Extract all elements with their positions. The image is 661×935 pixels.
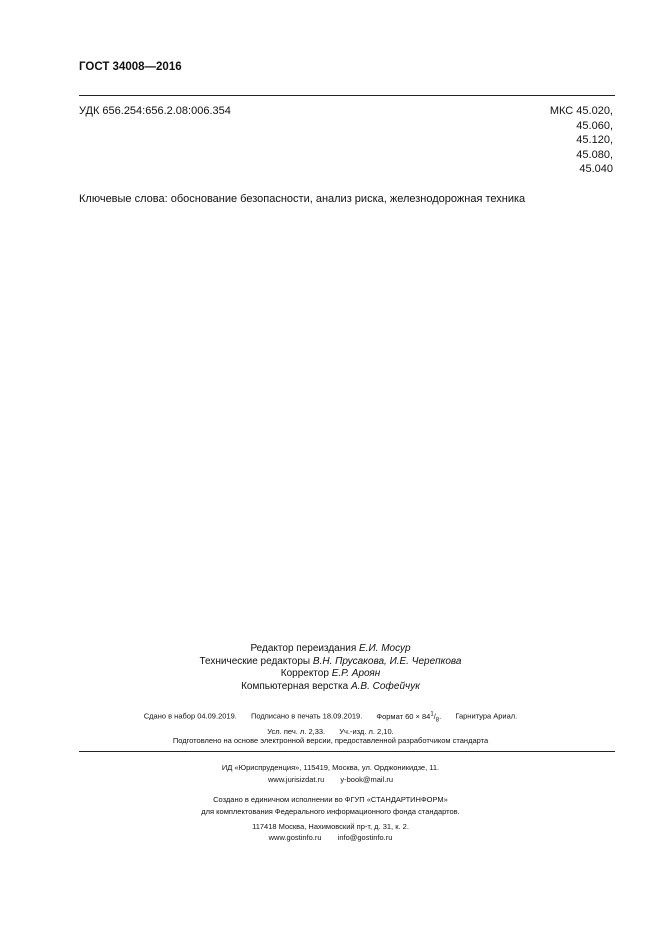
- publisher-website[interactable]: www.jurisizdat.ru: [268, 775, 325, 784]
- printer-block: [0, 794, 661, 844]
- editor-label: Редактор переиздания: [250, 643, 357, 654]
- layout-label: Компьютерная верстка: [241, 680, 349, 692]
- corrector-line: [0, 668, 661, 681]
- format-denominator: 8: [435, 717, 440, 723]
- typeface: Гарнитура Ариал.: [455, 711, 518, 721]
- mks-line: 45.040: [579, 163, 613, 176]
- submitted-date: Сдано в набор 04.09.2019.: [143, 711, 237, 721]
- printer-contacts: [0, 832, 661, 844]
- editor-name: Е.И. Мосур: [359, 643, 411, 654]
- paper-format: Формат $60 \times 84^1/_8$.: [376, 711, 442, 723]
- top-divider: [79, 95, 615, 96]
- print-sheets: Усл. печ. л. 2,33.: [267, 727, 326, 736]
- pub-sheets: Уч.-изд. л. 2,10.: [339, 727, 394, 736]
- format-numerator: 1: [430, 711, 434, 717]
- udk-code: УДК 656.254:656.2.08:006.354: [79, 105, 231, 117]
- bottom-divider: [79, 751, 615, 752]
- tech-editors-names: В.Н. Прусакова, И.Е. Черепкова: [312, 655, 462, 667]
- publisher-address: ИД «Юриспруденция», 115419, Москва, ул. Орджоникидзе, 11.: [221, 763, 440, 772]
- printer-address: 117418 Москва, Нахимовский пр-т, д. 31, к. 2.: [252, 821, 409, 831]
- signed-date: Подписано в печать 18.09.2019.: [250, 711, 363, 721]
- preparation-note: Подготовлено на основе электронной версии, предоставленной разработчиком стандарта: [172, 736, 489, 745]
- publisher-block: [0, 762, 661, 786]
- keywords: Ключевые слова: обоснование безопасности, анализ риска, железнодорожная техника: [79, 193, 526, 205]
- editor-line: [0, 643, 661, 656]
- publisher-contacts: [0, 774, 661, 786]
- printer-website[interactable]: www.gostinfo.ru: [268, 833, 322, 843]
- mks-codes: [550, 104, 613, 177]
- tech-editors-label: Технические редакторы: [199, 655, 311, 667]
- format-suffix: .: [439, 711, 442, 721]
- layout-name: А.В. Софейчук: [350, 680, 420, 692]
- print-info: [0, 709, 661, 737]
- format-prefix: Формат 60 × 84: [376, 711, 431, 721]
- print-info-line: [0, 709, 661, 726]
- mks-line: 45.060,: [576, 119, 613, 132]
- credits-block: [0, 643, 661, 693]
- printer-line-1: Создано в единичном исполнении во ФГУП «СТАНДАРТИНФОРМ»: [213, 795, 448, 804]
- mks-line: 45.080,: [576, 148, 613, 161]
- layout-line: [0, 681, 661, 694]
- corrector-name: Е.Р. Ароян: [331, 668, 381, 679]
- tech-editors-line: [0, 656, 661, 669]
- document-code: ГОСТ 34008—2016: [79, 61, 182, 73]
- publisher-email[interactable]: y-book@mail.ru: [340, 775, 393, 784]
- corrector-label: Корректор: [280, 668, 329, 679]
- mks-line: МКС 45.020,: [549, 105, 613, 117]
- mks-line: 45.120,: [576, 134, 613, 147]
- printer-line-2: для комплектования Федерального информационного фонда стандартов.: [201, 806, 460, 816]
- printer-email[interactable]: info@gostinfo.ru: [337, 833, 393, 843]
